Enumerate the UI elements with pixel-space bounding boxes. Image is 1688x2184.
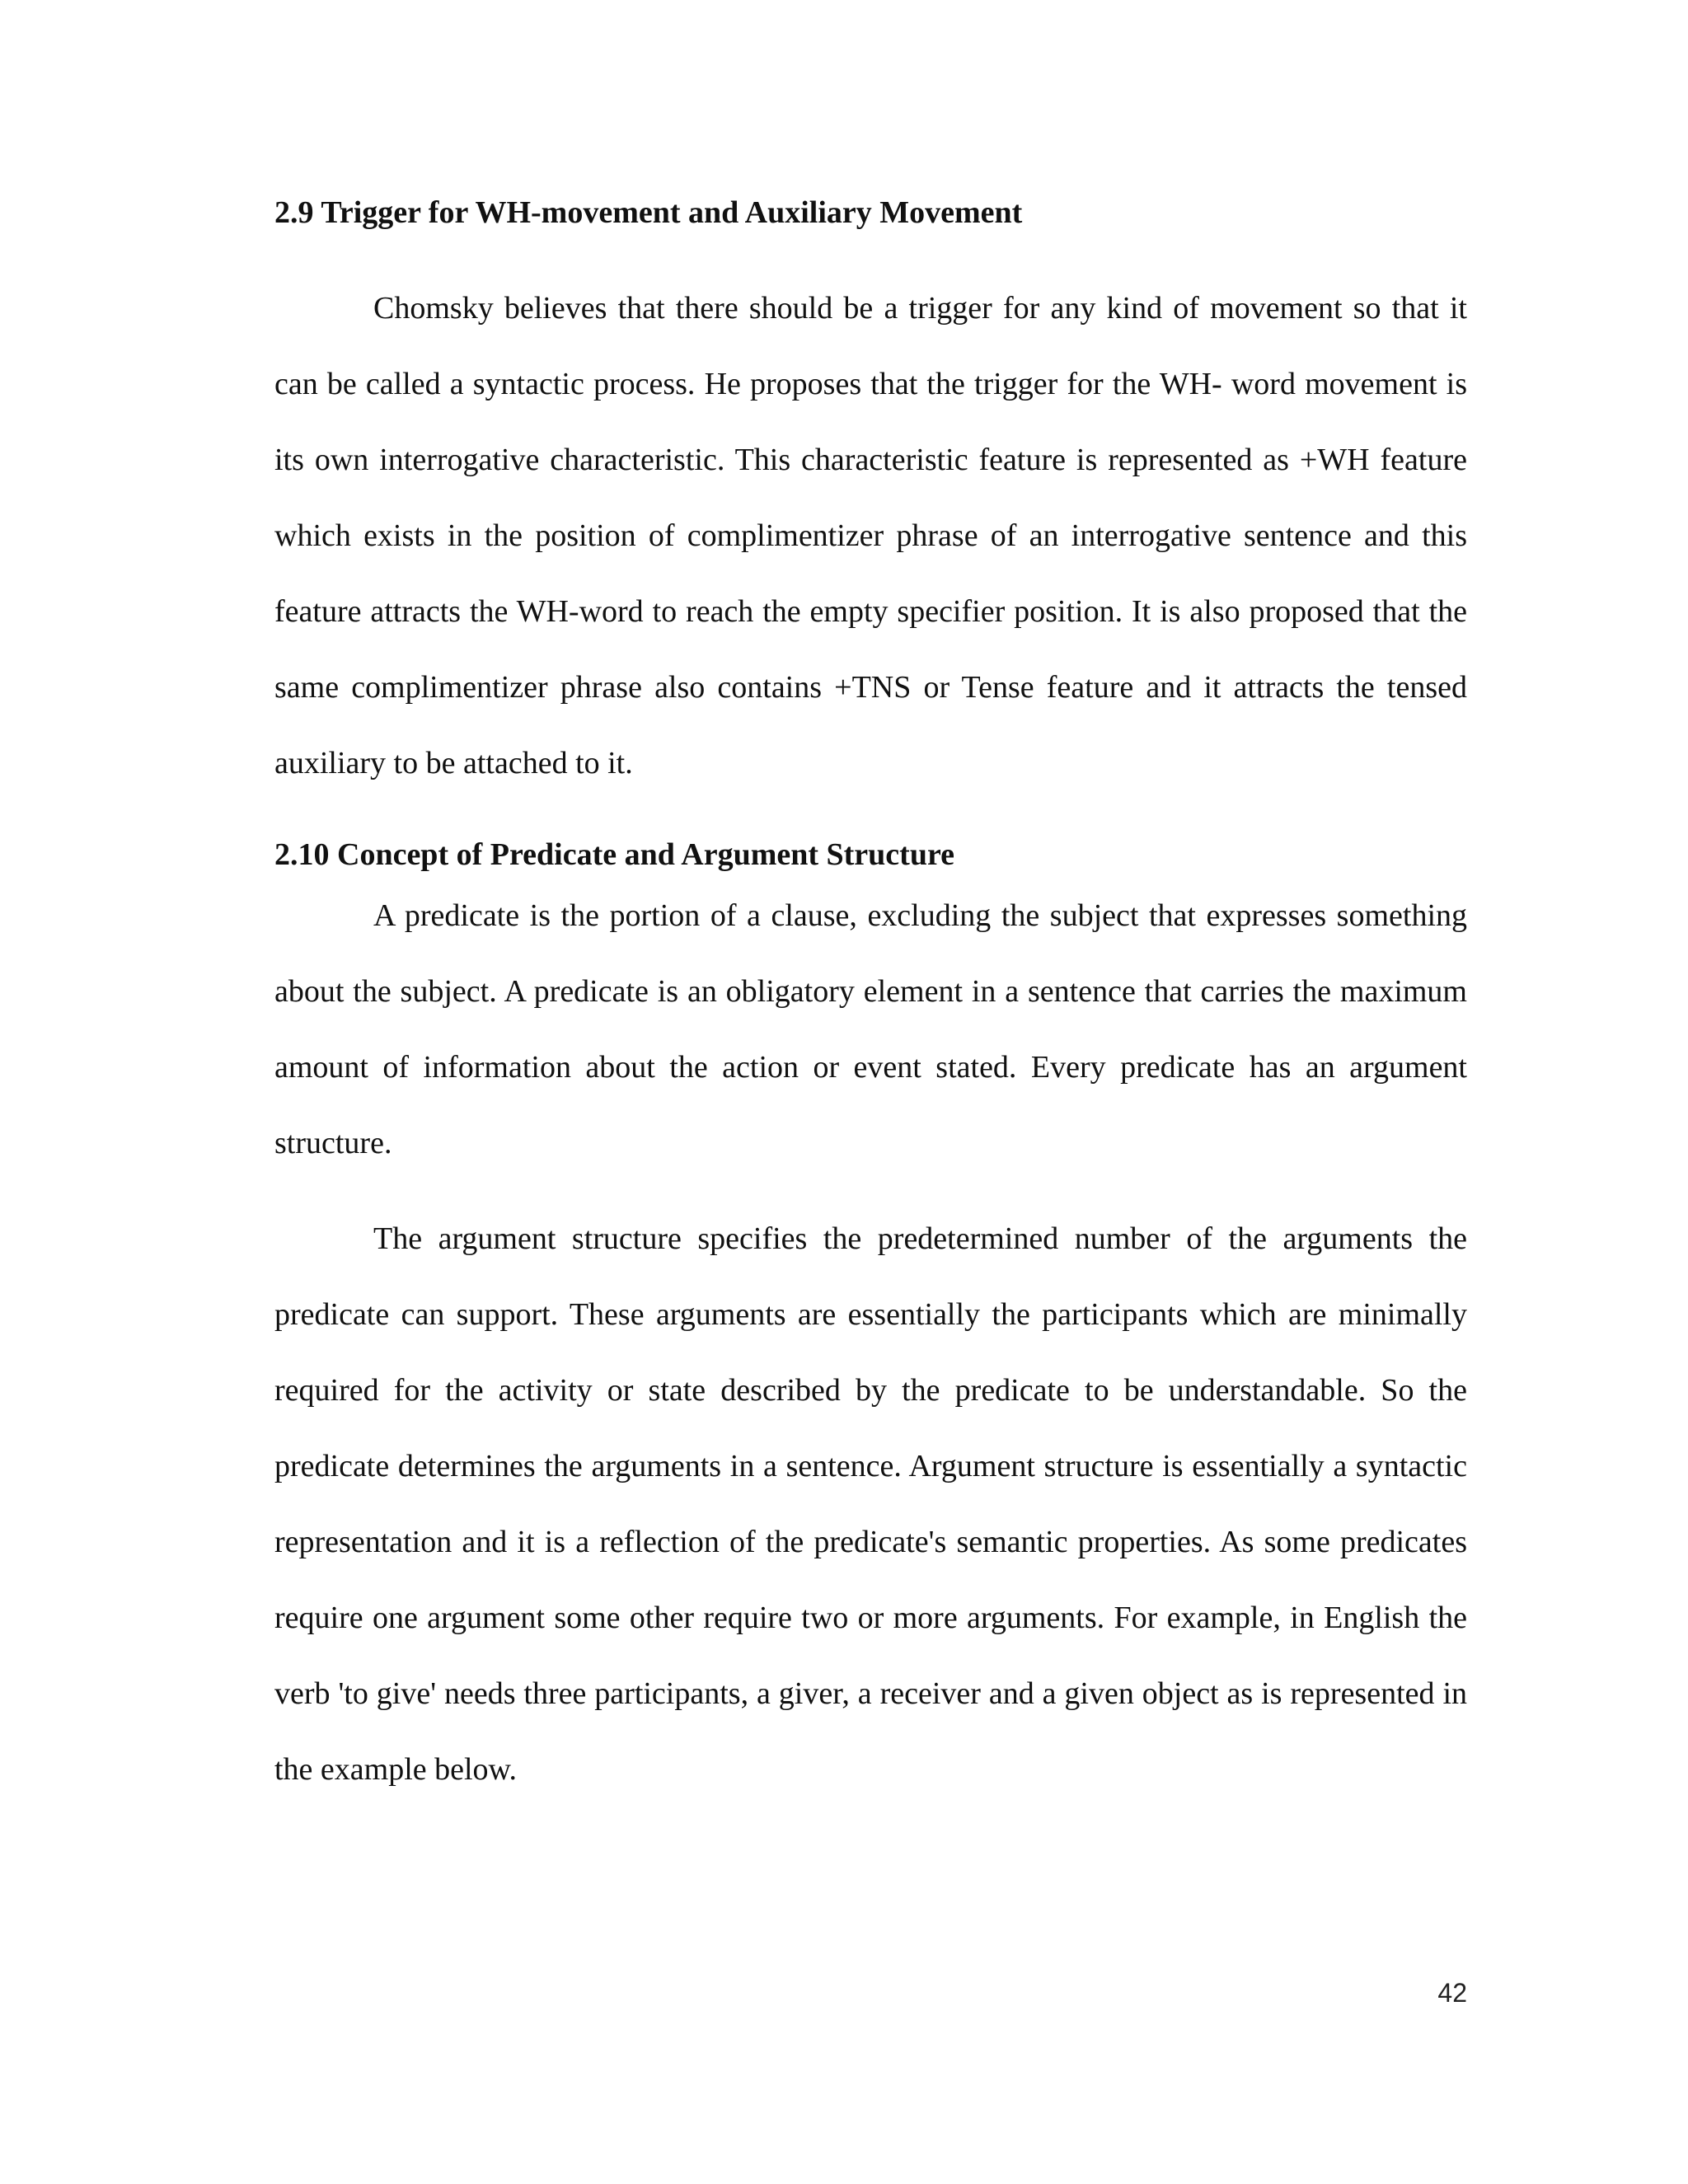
paragraph-argument-structure: The argument structure specifies the predetermined number of the arguments the predicate can support. These arguments are essentially the participants which are minimally required for the activity or state described by the predicate to be understandable. So the predicate determines the arguments in a sentence. Argument structure is essentially a syntactic representation and it is a reflection of the predicate's semantic properties. As some predicates require one argument some other require two or more arguments. For example, in English the verb 'to give' needs three participants, a giver, a receiver and a given object as is represented in the example below. [274,1221,1467,1787]
section-heading-2-9: 2.9 Trigger for WH-movement and Auxiliary Movement [274,195,1023,230]
page-number: 42 [1437,1978,1467,2008]
section-heading-2-10: 2.10 Concept of Predicate and Argument Structure [274,837,954,872]
paragraph-predicate-definition: A predicate is the portion of a clause, excluding the subject that expresses something about the subject. A predicate is an obligatory element in a sentence that carries the maximum amount of information about the action or event stated. Every predicate has an argument structure. [274,898,1467,1160]
paragraph-trigger-wh-movement: Chomsky believes that there should be a trigger for any kind of movement so that it can be called a syntactic process. He proposes that the trigger for the WH- word movement is its own interrogative characteristic. This characteristic feature is represented as +WH feature which exists in the position of complimentizer phrase of an interrogative sentence and this feature attracts the WH-word to reach the empty specifier position. It is also proposed that the same complimentizer phrase also contains +TNS or Tense feature and it attracts the tensed auxiliary to be attached to it. [274,291,1467,780]
